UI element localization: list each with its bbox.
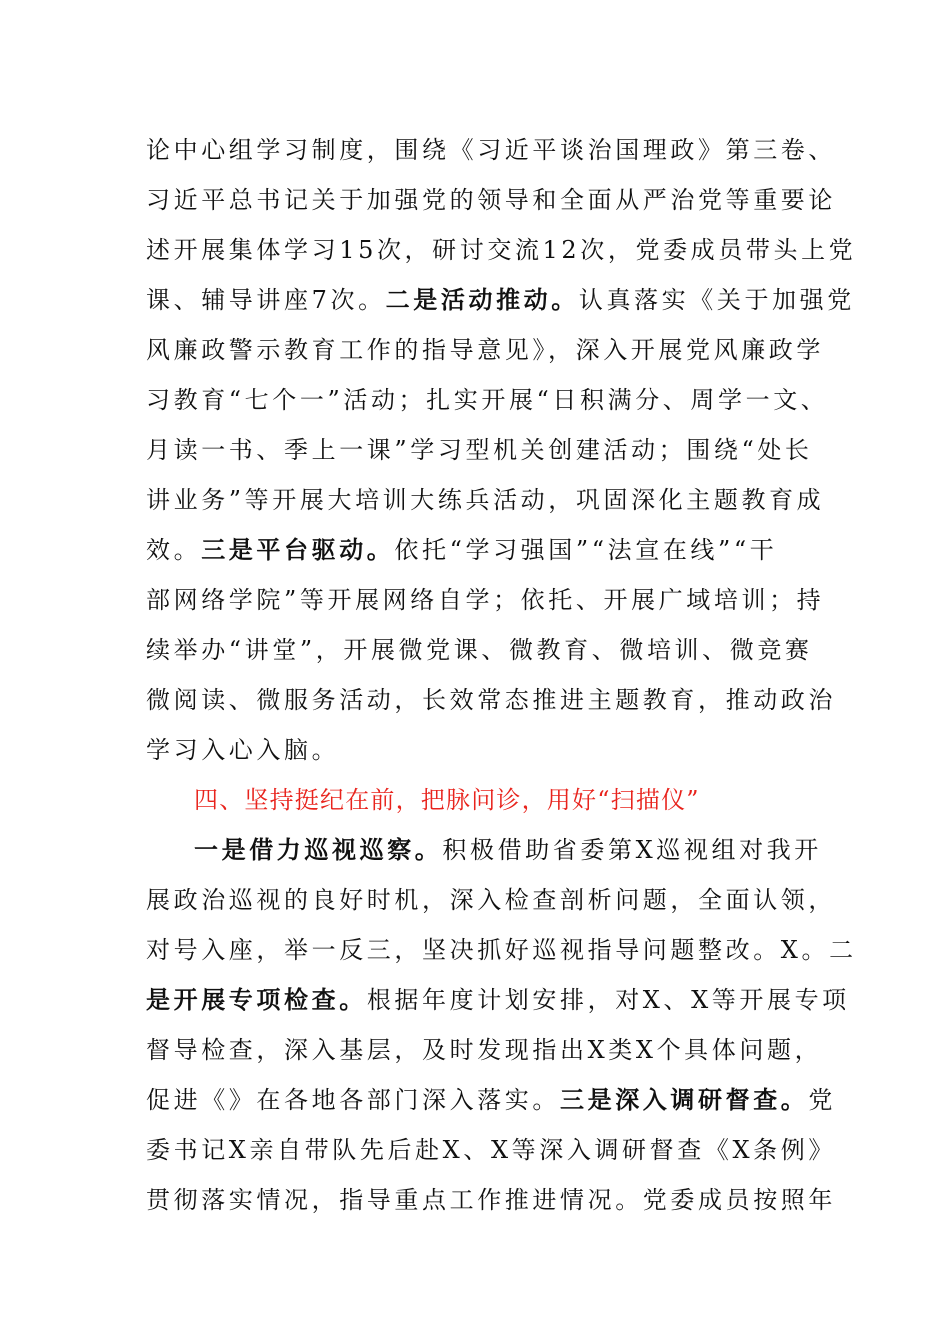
text-run: 促进《》在各地各部门深入落实。 xyxy=(146,1086,560,1114)
text-run: 风廉政警示教育工作的指导意见》，深入开展党风廉政学 xyxy=(146,336,824,364)
text-run: 习教育“七个一”活动；扎实开展“日积满分、周学一文、 xyxy=(146,386,829,414)
text-run: 督导检查，深入基层，及时发现指出X类X个具体问题， xyxy=(146,1036,823,1064)
text-line xyxy=(146,585,824,615)
text-line xyxy=(146,935,857,965)
text-run: 委书记X亲自带队先后赴X、X等深入调研督查《X条例》 xyxy=(146,1136,836,1164)
text-run: 展政治巡视的良好时机，深入检查剖析问题，全面认领， xyxy=(146,886,836,914)
text-line xyxy=(146,335,824,365)
text-line xyxy=(146,185,836,215)
text-line xyxy=(146,285,855,315)
text-line xyxy=(194,835,822,865)
text-run: 月读一书、季上一课”学习型机关创建活动；围绕“处长 xyxy=(146,436,813,464)
text-run: 学习入心入脑。 xyxy=(146,736,340,764)
bold-lead-phrase: 一是借力巡视巡察。 xyxy=(194,835,443,864)
text-run: 课、辅导讲座7次。 xyxy=(146,286,386,314)
text-run: 讲业务”等开展大培训大练兵活动，巩固深化主题教育成 xyxy=(146,486,825,514)
text-line xyxy=(146,885,836,915)
text-line xyxy=(146,535,777,565)
text-line xyxy=(146,985,850,1015)
section-heading: 四、坚持挺纪在前，把脉问诊，用好“扫描仪” xyxy=(194,786,700,814)
text-line xyxy=(146,235,856,265)
text-line xyxy=(146,135,836,165)
bold-lead-phrase: 三是平台驱动。 xyxy=(201,535,395,564)
text-run: 论中心组学习制度，围绕《习近平谈治国理政》第三卷、 xyxy=(146,136,836,164)
text-line xyxy=(146,735,339,765)
text-line xyxy=(146,635,813,665)
text-run: 贯彻落实情况，指导重点工作推进情况。党委成员按照年 xyxy=(146,1186,836,1214)
text-line xyxy=(146,1035,822,1065)
text-run: 效。 xyxy=(146,536,202,564)
text-line xyxy=(146,485,824,515)
text-run: 依托“学习强国”“法宣在线”“干 xyxy=(394,536,778,564)
text-run: 根据年度计划安排，对X、X等开展专项 xyxy=(366,986,850,1014)
text-line xyxy=(146,1085,836,1115)
bold-lead-phrase: 是开展专项检查。 xyxy=(146,985,367,1014)
text-line xyxy=(146,1185,836,1215)
text-line xyxy=(146,685,836,715)
text-run: 习近平总书记关于加强党的领导和全面从严治党等重要论 xyxy=(146,186,836,214)
text-run: 述开展集体学习15次，研讨交流12次，党委成员带头上党 xyxy=(146,236,857,264)
bold-lead-phrase: 二是活动推动。 xyxy=(385,285,579,314)
text-run: 党 xyxy=(808,1086,837,1114)
text-run: 微阅读、微服务活动，长效常态推进主题教育，推动政治 xyxy=(146,686,836,714)
bold-lead-phrase: 三是深入调研督查。 xyxy=(560,1085,809,1114)
text-line xyxy=(146,1135,836,1165)
text-run: 积极借助省委第X巡视组对我开 xyxy=(442,836,822,864)
text-run: 续举办“讲堂”，开展微党课、微教育、微培训、微竞赛 xyxy=(146,636,813,664)
text-run: 对号入座，举一反三，坚决抓好巡视指导问题整改。X。二 xyxy=(146,936,857,964)
text-line xyxy=(146,385,828,415)
text-run: 部网络学院”等开展网络自学；依托、开展广域培训；持 xyxy=(146,586,825,614)
text-line xyxy=(146,435,813,465)
text-run: 认真落实《关于加强党 xyxy=(578,286,855,314)
